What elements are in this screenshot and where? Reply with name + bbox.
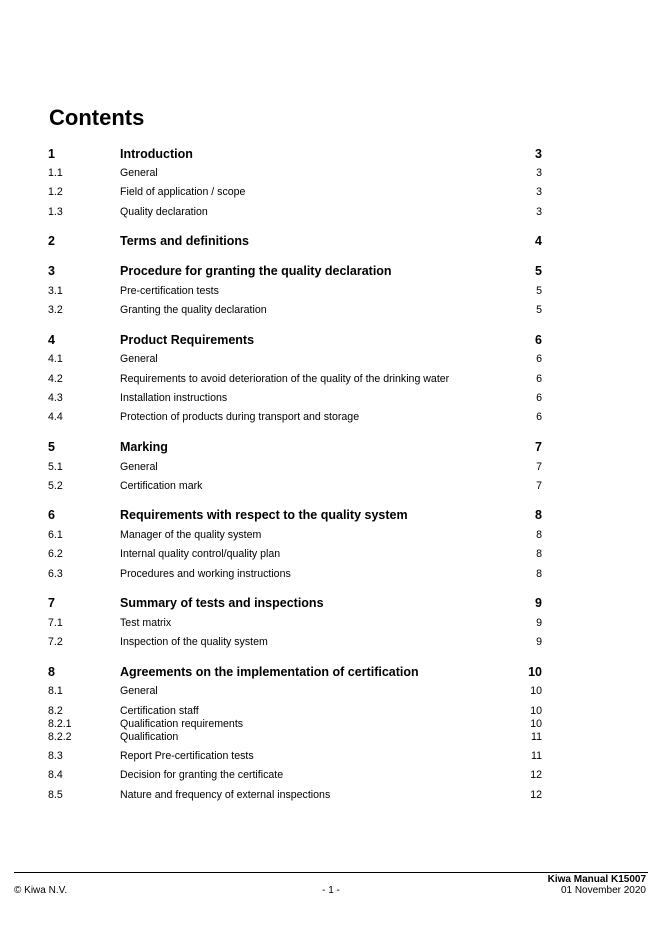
- toc-entry-title: Internal quality control/quality plan: [120, 548, 281, 560]
- toc-entry-title: Granting the quality declaration: [120, 304, 267, 316]
- toc-entry-page: 8: [536, 548, 542, 560]
- footer-manual-id: Kiwa Manual K15007: [547, 874, 646, 885]
- toc-entry-title: Protection of products during transport and storage: [120, 411, 360, 423]
- toc-entry-page: 8: [535, 508, 542, 522]
- toc-entry-page: 8: [536, 529, 542, 541]
- toc-section-row: [0, 617, 662, 633]
- toc-chapter-row: [0, 596, 662, 612]
- toc-section-row: [0, 461, 662, 477]
- toc-entry-title: Introduction: [120, 147, 193, 161]
- toc-entry-number: 6: [48, 508, 55, 522]
- toc-entry-title: Nature and frequency of external inspections: [120, 789, 331, 801]
- toc-section-row: [0, 769, 662, 785]
- toc-entry-number: 2: [48, 234, 55, 248]
- toc-entry-page: 10: [530, 718, 542, 730]
- toc-entry-page: 10: [530, 705, 542, 717]
- toc-section-row: [0, 789, 662, 805]
- toc-entry-number: 7: [48, 596, 55, 610]
- toc-chapter-row: [0, 333, 662, 349]
- toc-entry-number: 4.2: [48, 373, 63, 385]
- toc-entry-title: Test matrix: [120, 617, 172, 629]
- toc-entry-number: 4.3: [48, 392, 63, 404]
- toc-section-row: [0, 480, 662, 496]
- toc-entry-page: 5: [536, 285, 542, 297]
- page-title: Contents: [49, 105, 145, 130]
- toc-entry-title: Decision for granting the certificate: [120, 769, 284, 781]
- toc-entry-title: General: [120, 461, 158, 473]
- toc-entry-page: 3: [536, 186, 542, 198]
- footer-page-number: - 1 -: [322, 885, 340, 896]
- toc-entry-page: 7: [536, 461, 542, 473]
- toc-entry-page: 10: [528, 665, 542, 679]
- toc-entry-number: 4.4: [48, 411, 63, 423]
- toc-entry-title: Qualification: [120, 731, 179, 743]
- toc-section-row: [0, 411, 662, 427]
- toc-entry-number: 1.3: [48, 206, 63, 218]
- toc-entry-title: Requirements with respect to the quality system: [120, 508, 408, 522]
- toc-entry-page: 6: [536, 392, 542, 404]
- toc-entry-number: 8.2.1: [48, 718, 72, 730]
- toc-section-row: [0, 548, 662, 564]
- toc-entry-number: 8.2.2: [48, 731, 72, 743]
- toc-entry-title: Inspection of the quality system: [120, 636, 268, 648]
- toc-section-row: [0, 685, 662, 701]
- toc-entry-page: 3: [536, 167, 542, 179]
- toc-entry-page: 6: [535, 333, 542, 347]
- toc-entry-title: Certification staff: [120, 705, 199, 717]
- toc-entry-page: 7: [536, 480, 542, 492]
- toc-entry-title: Report Pre-certification tests: [120, 750, 254, 762]
- toc-section-row: [0, 373, 662, 389]
- toc-entry-number: 4.1: [48, 353, 63, 365]
- toc-entry-page: 6: [536, 373, 542, 385]
- toc-entry-title: Requirements to avoid deterioration of the quality of the drinking water: [120, 373, 450, 385]
- toc-entry-title: Installation instructions: [120, 392, 228, 404]
- toc-section-row: [0, 568, 662, 584]
- toc-chapter-row: [0, 234, 662, 250]
- toc-entry-title: General: [120, 167, 158, 179]
- toc-entry-number: 8.4: [48, 769, 63, 781]
- toc-section-row: [0, 206, 662, 222]
- toc-entry-page: 5: [535, 264, 542, 278]
- toc-entry-page: 5: [536, 304, 542, 316]
- toc-section-row: [0, 186, 662, 202]
- toc-entry-title: Certification mark: [120, 480, 203, 492]
- footer-divider: [14, 872, 648, 873]
- toc-entry-number: 5.2: [48, 480, 63, 492]
- toc-entry-page: 8: [536, 568, 542, 580]
- toc-entry-page: 9: [536, 617, 542, 629]
- toc-entry-number: 6.1: [48, 529, 63, 541]
- toc-section-row: [0, 750, 662, 766]
- toc-entry-number: 5: [48, 440, 55, 454]
- toc-section-row: [0, 285, 662, 301]
- toc-entry-number: 8.1: [48, 685, 63, 697]
- toc-entry-page: 11: [531, 731, 542, 743]
- toc-entry-page: 3: [536, 206, 542, 218]
- toc-entry-title: Product Requirements: [120, 333, 255, 347]
- toc-entry-title: Quality declaration: [120, 206, 208, 218]
- toc-entry-page: 12: [530, 789, 542, 801]
- toc-entry-number: 1.2: [48, 186, 63, 198]
- toc-entry-number: 5.1: [48, 461, 63, 473]
- toc-chapter-row: [0, 147, 662, 163]
- toc-entry-title: Qualification requirements: [120, 718, 244, 730]
- toc-entry-number: 7.2: [48, 636, 63, 648]
- toc-entry-number: 4: [48, 333, 55, 347]
- toc-entry-title: General: [120, 353, 158, 365]
- toc-entry-page: 11: [531, 750, 542, 762]
- toc-chapter-row: [0, 440, 662, 456]
- toc-entry-title: Procedure for granting the quality declaration: [120, 264, 392, 278]
- toc-section-row: [0, 529, 662, 545]
- toc-chapter-row: [0, 264, 662, 280]
- toc-entry-page: 6: [536, 353, 542, 365]
- toc-entry-number: 6.2: [48, 548, 63, 560]
- toc-chapter-row: [0, 665, 662, 681]
- toc-entry-page: 3: [535, 147, 542, 161]
- toc-entry-page: 10: [530, 685, 542, 697]
- toc-section-row: [0, 167, 662, 183]
- toc-entry-page: 9: [535, 596, 542, 610]
- toc-entry-number: 8: [48, 665, 55, 679]
- toc-entry-page: 7: [535, 440, 542, 454]
- toc-entry-number: 3.2: [48, 304, 63, 316]
- toc-entry-number: 8.2: [48, 705, 63, 717]
- toc-entry-page: 12: [530, 769, 542, 781]
- toc-entry-title: Pre-certification tests: [120, 285, 219, 297]
- toc-entry-title: Summary of tests and inspections: [120, 596, 324, 610]
- toc-entry-number: 1: [48, 147, 55, 161]
- toc-entry-number: 8.3: [48, 750, 63, 762]
- toc-entry-title: Procedures and working instructions: [120, 568, 291, 580]
- toc-entry-number: 3.1: [48, 285, 63, 297]
- toc-section-row: [0, 304, 662, 320]
- toc-entry-number: 6.3: [48, 568, 63, 580]
- footer-date: 01 November 2020: [560, 885, 646, 896]
- toc-section-row: [0, 731, 662, 747]
- toc-entry-number: 3: [48, 264, 55, 278]
- toc-entry-number: 1.1: [48, 167, 63, 179]
- toc-entry-title: Field of application / scope: [120, 186, 246, 198]
- toc-section-row: [0, 636, 662, 652]
- toc-entry-page: 4: [535, 234, 542, 248]
- toc-entry-title: Terms and definitions: [120, 234, 249, 248]
- toc-section-row: [0, 392, 662, 408]
- toc-entry-number: 7.1: [48, 617, 63, 629]
- toc-entry-title: Marking: [120, 440, 168, 454]
- footer-copyright: © Kiwa N.V.: [14, 885, 68, 896]
- toc-entry-number: 8.5: [48, 789, 63, 801]
- toc-entry-page: 9: [536, 636, 542, 648]
- toc-entry-page: 6: [536, 411, 542, 423]
- toc-entry-title: General: [120, 685, 158, 697]
- toc-entry-title: Agreements on the implementation of certification: [120, 665, 419, 679]
- toc-entry-title: Manager of the quality system: [120, 529, 262, 541]
- toc-chapter-row: [0, 508, 662, 524]
- toc-section-row: [0, 353, 662, 369]
